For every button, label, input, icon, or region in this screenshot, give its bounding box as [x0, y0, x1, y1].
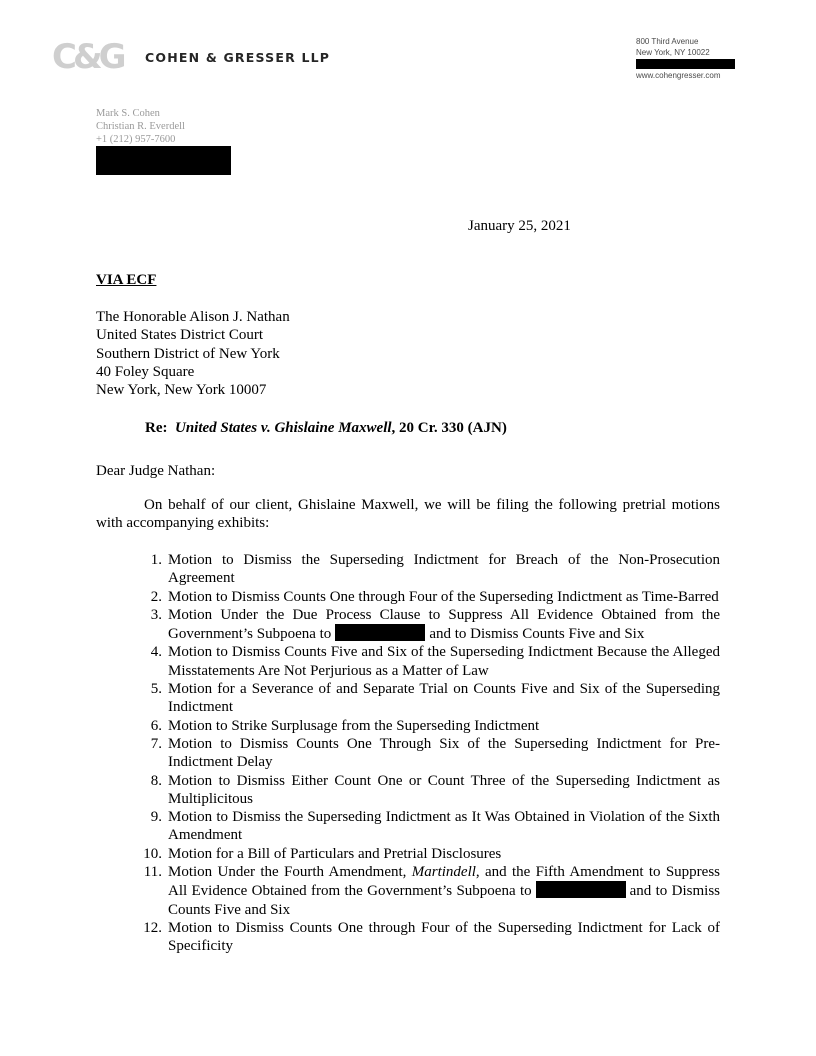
item-text: Motion to Dismiss Either Count One or Count Three of the Superseding Indictment as Multiplicitous [168, 772, 720, 807]
firm-name: COHEN & GRESSER LLP [145, 50, 331, 65]
item-text-part: and to Dismiss Counts Five and Six [168, 883, 720, 918]
recipient-line-3: Southern District of New York [96, 345, 280, 362]
item-number: 9. [150, 809, 162, 826]
item-text [168, 606, 720, 644]
letter-date: January 25, 2021 [468, 218, 571, 234]
item-number: 8. [150, 772, 162, 789]
re-line [145, 419, 507, 437]
recipient-line-1: The Honorable Alison J. Nathan [96, 309, 290, 325]
item-text: Motion to Dismiss Counts One Through Six of the Superseding Indictment for Pre-Indictment Delay [168, 735, 720, 771]
list-item [96, 606, 720, 644]
item-number: 10. [143, 845, 162, 862]
list-item [96, 919, 720, 956]
motions-list [96, 551, 720, 956]
case-number: , 20 Cr. 330 (AJN) [391, 420, 507, 436]
item-text: Motion for a Severance of and Separate Trial on Counts Five and Six of the Superseding Indictment [168, 681, 720, 716]
redaction-bar [536, 881, 626, 898]
case-reference: Martindell [411, 864, 476, 881]
firm-logo [52, 37, 123, 77]
case-name: United States v. Ghislaine Maxwell [175, 420, 392, 436]
list-item [96, 551, 720, 588]
list-item [96, 735, 720, 772]
item-text: Motion to Strike Surplusage from the Superseding Indictment [168, 717, 540, 734]
list-item [96, 680, 720, 717]
recipient-address [96, 308, 290, 399]
item-text-part: and to Dismiss Counts Five and Six [429, 626, 645, 643]
address-line-2: New York, NY 10022 [636, 48, 710, 57]
item-text-part: Motion Under the Due Process Clause to Suppress All Evidence Obtained from the Government’s Subpoena to [168, 606, 720, 643]
item-number: 5. [150, 681, 162, 698]
item-text: Motion to Dismiss the Superseding Indictment for Breach of the Non-Prosecution Agreement [168, 552, 720, 587]
list-item [96, 717, 720, 735]
item-number: 7. [150, 735, 162, 752]
delivery-method: VIA ECF [96, 272, 157, 288]
list-item [96, 772, 720, 809]
firm-website: www.cohengresser.com [636, 71, 721, 80]
firm-address [636, 36, 746, 81]
re-label: Re: [145, 420, 168, 436]
item-number: 11. [143, 864, 162, 881]
item-number: 12. [143, 919, 162, 936]
attorney-block [96, 107, 185, 146]
item-text: Motion to Dismiss Counts Five and Six of the Superseding Indictment Because the Alleged Misstatements Are Not Perjurious as a Matter of Law [168, 644, 720, 679]
item-text: Motion to Dismiss Counts One through Four of the Superseding Indictment for Lack of Specificity [168, 919, 720, 955]
list-item [96, 845, 720, 863]
item-text: Motion to Dismiss the Superseding Indictment as It Was Obtained in Violation of the Sixth Amendment [168, 809, 720, 844]
item-number: 2. [150, 588, 162, 605]
item-number: 1. [150, 552, 162, 568]
redaction-bar [335, 624, 425, 641]
list-item [96, 643, 720, 680]
item-text-part: Motion Under the Fourth Amendment, [168, 864, 407, 881]
address-line-1: 800 Third Avenue [636, 37, 699, 46]
item-text-part: , and the Fifth Amendment to Suppress All Evidence Obtained from the Government’s Subpoena to [168, 864, 720, 900]
attorney-name-2: Christian R. Everdell [96, 121, 185, 132]
item-text: Motion to Dismiss Counts One through Four of the Superseding Indictment as Time-Barred [168, 588, 719, 605]
intro-paragraph: On behalf of our client, Ghislaine Maxwell, we will be filing the following pretrial motions with accompanying exhibits: [96, 497, 720, 532]
attorney-name-1: Mark S. Cohen [96, 108, 160, 119]
redaction-bar [636, 59, 735, 69]
item-text [168, 863, 720, 919]
recipient-line-2: United States District Court [96, 327, 264, 344]
item-number: 3. [150, 606, 162, 623]
redaction-block [96, 146, 231, 175]
list-item [96, 863, 720, 919]
recipient-line-5: New York, New York 10007 [96, 382, 267, 399]
item-text: Motion for a Bill of Particulars and Pretrial Disclosures [168, 845, 502, 862]
recipient-line-4: 40 Foley Square [96, 363, 195, 380]
item-number: 4. [150, 644, 162, 661]
logo-text: C&G [52, 37, 123, 77]
item-number: 6. [150, 717, 162, 734]
salutation: Dear Judge Nathan: [96, 463, 216, 479]
attorney-phone: +1 (212) 957-7600 [96, 134, 176, 145]
list-item [96, 588, 720, 606]
list-item [96, 808, 720, 845]
